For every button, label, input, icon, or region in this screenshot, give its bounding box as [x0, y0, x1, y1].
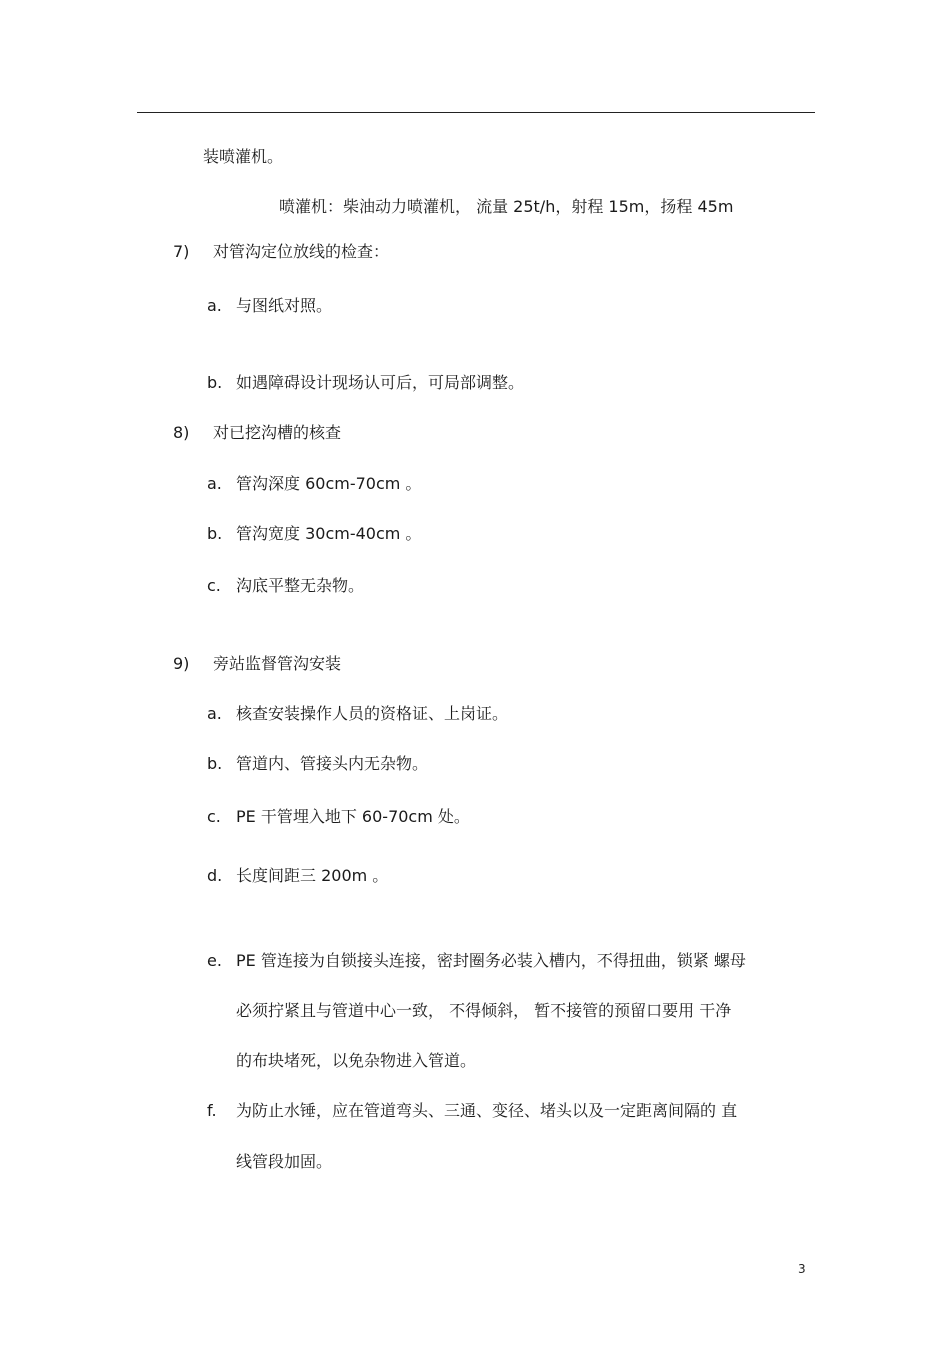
list-item-label: a.: [207, 474, 222, 493]
list-item-label: e.: [207, 951, 222, 970]
list-item-text-line: 为防止水锤，应在管道弯头、三通、变径、堵头以及一定距离间隔的 直: [236, 1101, 738, 1120]
list-item-text: 沟底平整无杂物。: [236, 576, 365, 595]
page-number: 3: [798, 1262, 806, 1276]
list-item-label: b.: [207, 524, 223, 543]
list-item-label: d.: [207, 866, 223, 885]
header-rule: [137, 112, 815, 113]
list-item-text: 管沟宽度 30cm-40cm 。: [236, 524, 422, 543]
list-item-text: 核查安装操作人员的资格证、上岗证。: [236, 704, 509, 723]
list-item-label: a.: [207, 296, 222, 315]
list-item-label: b.: [207, 754, 223, 773]
list-item-text: 长度间距三 200m 。: [236, 866, 389, 885]
list-item-text: 管沟深度 60cm-70cm 。: [236, 474, 422, 493]
section-number: 7): [173, 242, 190, 261]
intro-line-2: 喷灌机：柴油动力喷灌机， 流量 25t/h，射程 15m，扬程 45m: [279, 197, 734, 216]
section-9-title: 旁站监督管沟安装: [213, 654, 342, 673]
intro-line-1: 装喷灌机。: [203, 147, 284, 166]
list-item-label: c.: [207, 807, 221, 826]
section-7-title: 对管沟定位放线的检查：: [213, 242, 390, 261]
list-item-text: 与图纸对照。: [236, 296, 333, 315]
list-item-label: f.: [207, 1101, 217, 1120]
section-7-heading: [173, 242, 189, 262]
list-item-text-line: PE 管连接为自锁接头连接，密封圈务必装入槽内，不得扭曲，锁紧 螺母: [236, 951, 746, 970]
list-item-label: b.: [207, 373, 223, 392]
section-8-title: 对已挖沟槽的核查: [213, 423, 342, 442]
list-item-label: c.: [207, 576, 221, 595]
section-9-number: 9): [173, 654, 190, 673]
list-item-text: 管道内、管接头内无杂物。: [236, 754, 429, 773]
list-item-text-line: 线管段加固。: [236, 1152, 333, 1171]
section-8-number: 8): [173, 423, 190, 442]
list-item-text-line: 必须拧紧且与管道中心一致， 不得倾斜， 暂不接管的预留口要用 干净: [236, 1001, 732, 1020]
list-item-text-line: 的布块堵死，以免杂物进入管道。: [236, 1051, 477, 1070]
list-item-text: 如遇障碍设计现场认可后，可局部调整。: [236, 373, 525, 392]
list-item-label: a.: [207, 704, 222, 723]
list-item-text: PE 干管埋入地下 60-70cm 处。: [236, 807, 470, 826]
